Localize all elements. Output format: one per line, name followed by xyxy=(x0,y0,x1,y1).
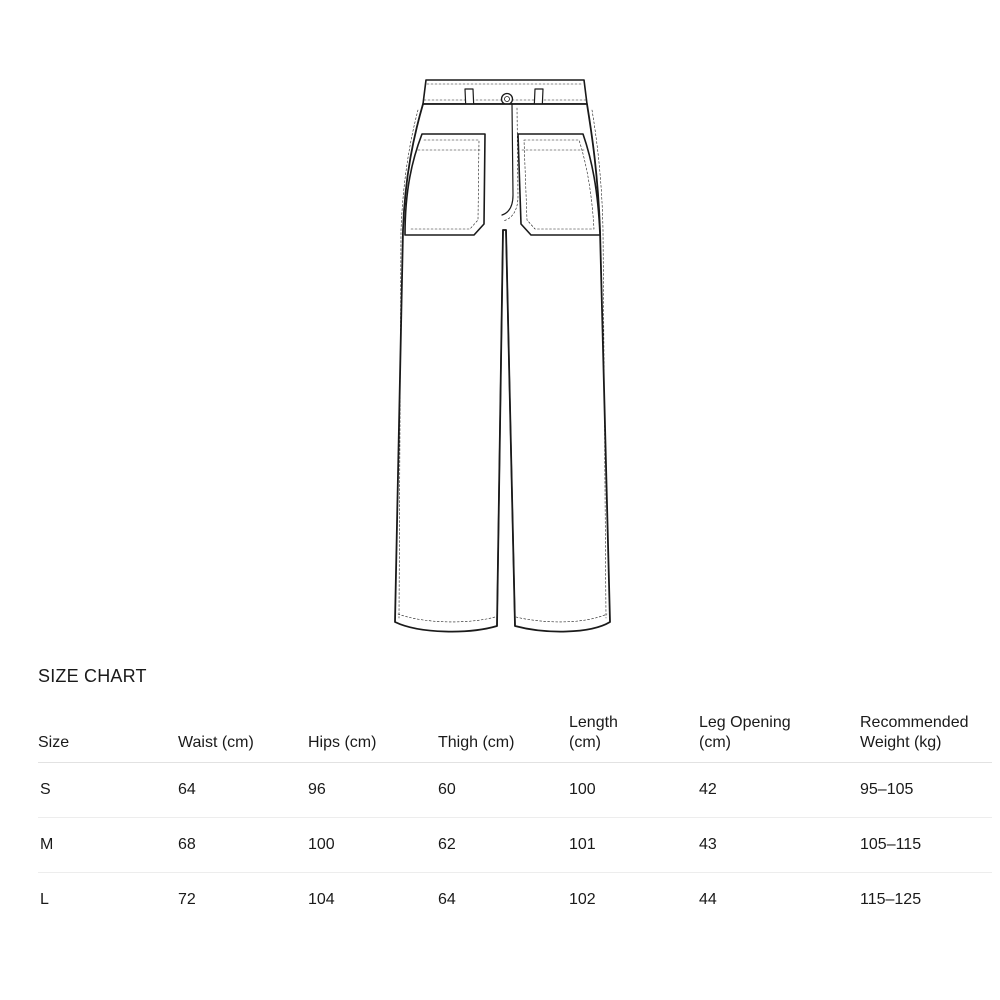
column-header-length: Length (cm) xyxy=(569,710,699,763)
cell-waist: 68 xyxy=(178,818,308,873)
pocket-left xyxy=(405,134,485,235)
column-header-recommended-weight: Recommended Weight (kg) xyxy=(860,710,992,763)
cell-hips: 96 xyxy=(308,763,438,818)
cell-recommended-weight: 95–105 xyxy=(860,763,992,818)
cell-size: S xyxy=(38,763,178,818)
size-chart-table xyxy=(38,710,992,927)
cell-size: M xyxy=(38,818,178,873)
size-chart-title: SIZE CHART xyxy=(38,666,147,686)
cell-leg-opening: 42 xyxy=(699,763,860,818)
cell-hips: 100 xyxy=(308,818,438,873)
column-header-thigh: Thigh (cm) xyxy=(438,710,569,763)
cell-length: 102 xyxy=(569,891,596,908)
column-header-hips: Hips (cm) xyxy=(308,710,438,763)
cell-thigh: 60 xyxy=(438,763,569,818)
cell-waist: 72 xyxy=(178,891,196,908)
cell-length: 100 xyxy=(569,763,699,818)
cell-thigh: 64 xyxy=(438,891,456,908)
table-header-row xyxy=(38,710,992,763)
pocket-right xyxy=(518,134,600,235)
cell-thigh: 62 xyxy=(438,818,569,873)
cell-waist: 64 xyxy=(178,763,308,818)
table-row xyxy=(38,873,992,928)
cell-leg-opening: 44 xyxy=(699,891,717,908)
cell-leg-opening: 43 xyxy=(699,818,860,873)
cell-size: L xyxy=(40,891,49,908)
column-header-leg-opening: Leg Opening (cm) xyxy=(699,710,860,763)
cell-length: 101 xyxy=(569,818,699,873)
cell-recommended-weight: 105–115 xyxy=(860,818,992,873)
table-row xyxy=(38,818,992,873)
column-header-waist: Waist (cm) xyxy=(178,710,308,763)
table-row xyxy=(38,763,992,818)
button xyxy=(502,94,513,105)
column-header-size: Size xyxy=(38,710,178,763)
cell-recommended-weight: 115–125 xyxy=(860,891,922,908)
trousers-illustration xyxy=(380,70,620,640)
cell-hips: 104 xyxy=(308,891,335,908)
